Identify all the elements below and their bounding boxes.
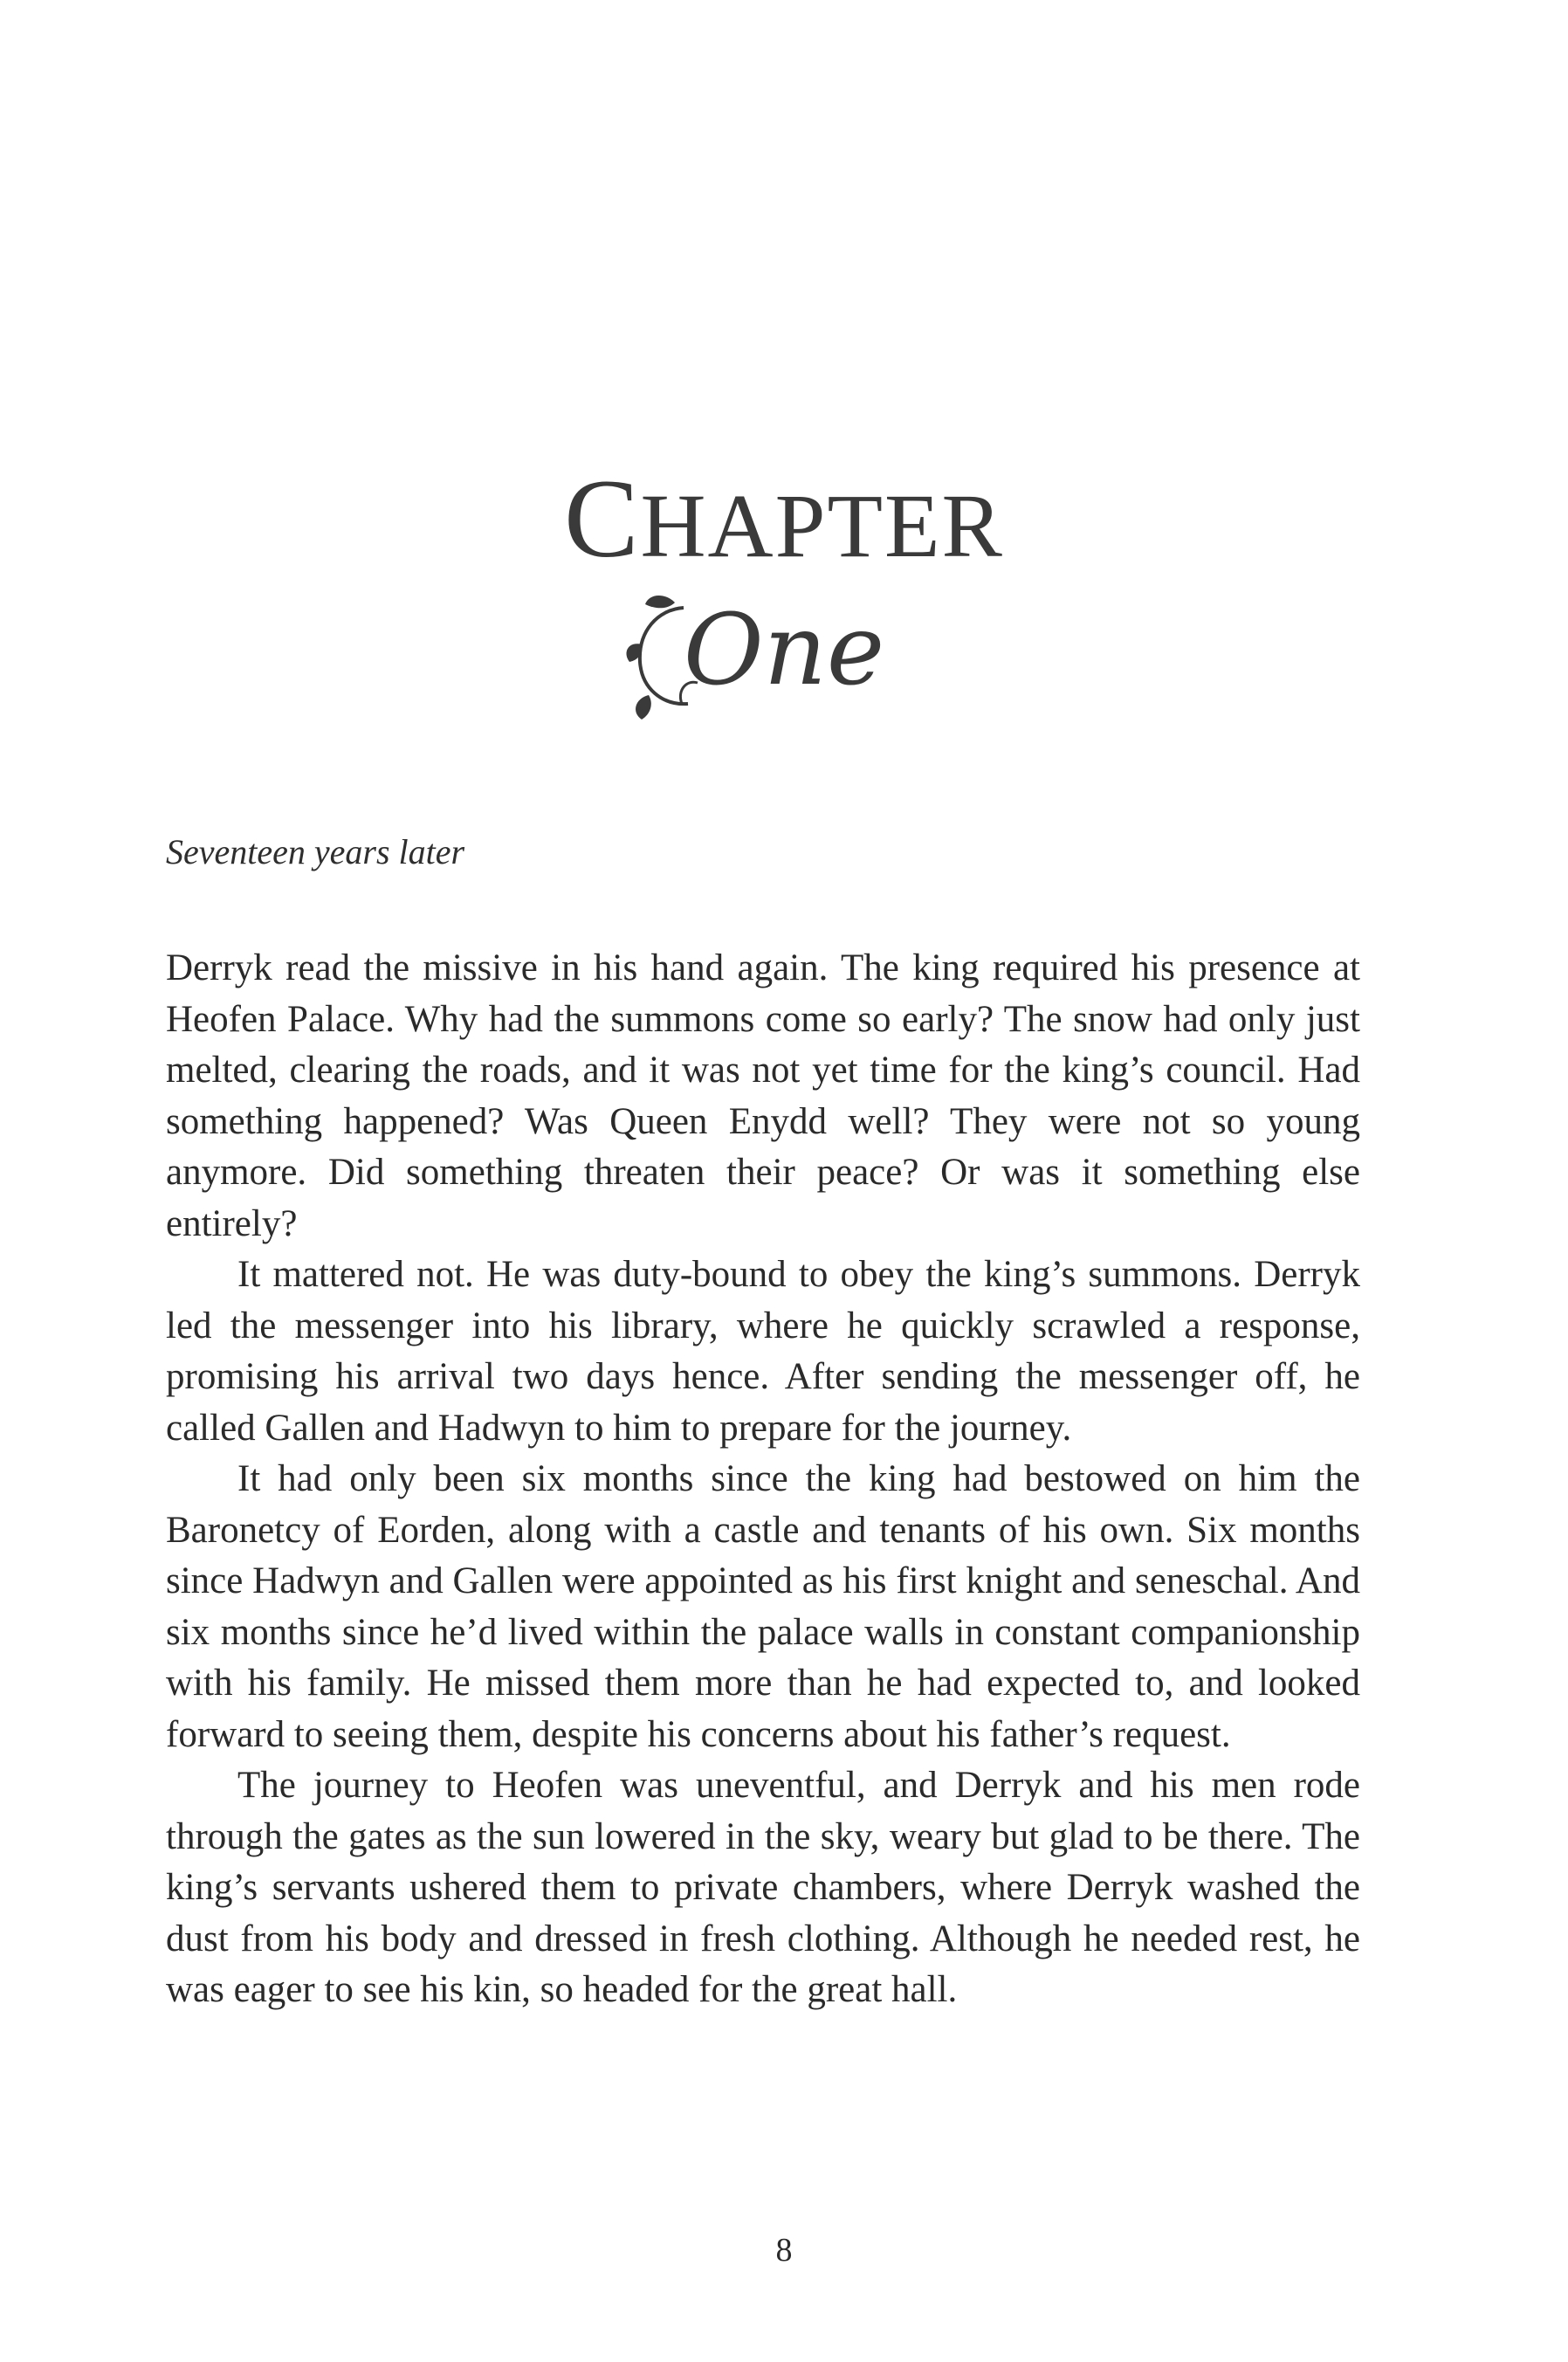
- chapter-heading: [0, 457, 1568, 723]
- paragraph: The journey to Heofen was uneventful, and Derryk and his men rode through the gates as the sun lowered in the sky, weary but glad to be there. The king’s servants ushered them to private chambers, where Derryk washed the dust from his body and dressed in fresh clothing. Although he needed rest, he was eager to see his kin, so headed for the great hall.: [166, 1765, 1360, 2010]
- page-number: 8: [775, 2232, 793, 2269]
- chapter-label: CHAPTER: [564, 457, 1004, 581]
- chapter-number-block: [684, 592, 884, 723]
- paragraph: It mattered not. He was duty-bound to obey the king’s summons. Derryk led the messenger into his library, where he quickly scrawled a response, promising his arrival two days hence. After sending the messenger off, he called Gallen and Hadwyn to him to prepare for the journey.: [166, 1254, 1360, 1449]
- leaf-vine-ornament-icon: [622, 592, 701, 723]
- paragraph: Derryk read the missive in his hand again. The king required his presence at Heofen Palace. Why had the summons come so early? The snow had only just melted, clearing the roads, and it was not yet time for the king’s council. Had something happened? Was Queen Enydd well? They were not so young anymore. Did something threaten their peace? Or was it something else entirely?: [166, 947, 1360, 1244]
- body-text: [166, 943, 1360, 2016]
- paragraph: It had only been six months since the king had bestowed on him the Baronetcy of Eorden, along with a castle and tenants of his own. Six months since Hadwyn and Gallen were appointed as his first knight and seneschal. And six months since he’d lived within the palace walls in constant companionship with his family. He missed them more than he had expected to, and looked forward to seeing them, despite his concerns about his father’s request.: [166, 1458, 1360, 1755]
- chapter-number: One: [683, 594, 885, 707]
- epigraph: Seventeen years later: [166, 832, 465, 871]
